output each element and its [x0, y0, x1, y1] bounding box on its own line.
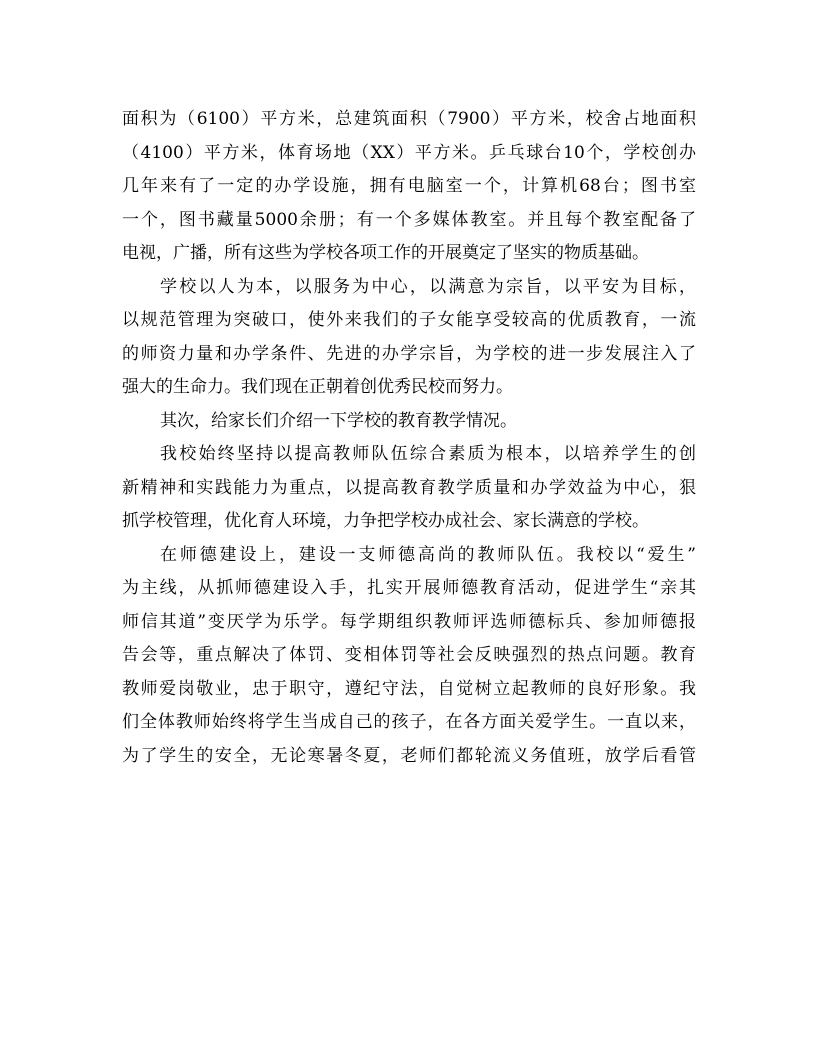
text-line: 的师资力量和办学条件、先进的办学宗旨，为学校的进一步发展注入了: [122, 343, 696, 364]
text-line: 师信其道”变厌学为乐学。每学期组织教师评选师德标兵、参加师德报: [122, 611, 696, 632]
document-body: [122, 103, 696, 773]
text-line: 新精神和实践能力为重点，以提高教育教学质量和办学效益为中心，狠: [122, 477, 696, 498]
text-line: 告会等，重点解决了体罚、变相体罚等社会反映强烈的热点问题。教育: [122, 645, 696, 665]
text-line: 一个，图书藏量5000余册；有一个多媒体教室。并且每个教室配备了: [122, 209, 696, 230]
text-line: 其次，给家长们介绍一下学校的教育教学情况。: [160, 410, 517, 431]
text-line: 教师爱岗敬业，忠于职守，遵纪守法，自觉树立起教师的良好形象。我: [122, 678, 696, 699]
text-line: 以规范管理为突破口，使外来我们的子女能享受较高的优质教育，一流: [122, 310, 696, 330]
text-line: 几年来有了一定的办学设施，拥有电脑室一个，计算机68台；图书室: [122, 176, 696, 196]
text-line: 强大的生命力。我们现在正朝着创优秀民校而努力。: [122, 377, 513, 397]
text-line: 学校以人为本，以服务为中心，以满意为宗旨，以平安为目标，: [160, 276, 696, 297]
text-line: 们全体教师始终将学生当成自己的孩子，在各方面关爱学生。一直以来，: [122, 712, 696, 732]
text-line: （4100）平方米，体育场地（XX）平方米。乒乓球台10个，学校创办: [122, 142, 696, 163]
text-line: 为了学生的安全，无论寒暑冬夏，老师们都轮流义务值班，放学后看管: [122, 745, 696, 766]
text-line: 在师德建设上，建设一支师德高尚的教师队伍。我校以“爱生”: [160, 544, 696, 565]
text-line: 电视，广播，所有这些为学校各项工作的开展奠定了坚实的物质基础。: [122, 243, 649, 263]
text-line: 抓学校管理，优化育人环境，力争把学校办成社会、家长满意的学校。: [122, 511, 649, 531]
text-line: 为主线，从抓师德建设入手，扎实开展师德教育活动，促进学生“亲其: [122, 578, 696, 598]
text-line: 面积为（6100）平方米，总建筑面积（7900）平方米，校舍占地面积: [122, 109, 696, 129]
text-line: 我校始终坚持以提高教师队伍综合素质为根本，以培养学生的创: [160, 444, 696, 464]
